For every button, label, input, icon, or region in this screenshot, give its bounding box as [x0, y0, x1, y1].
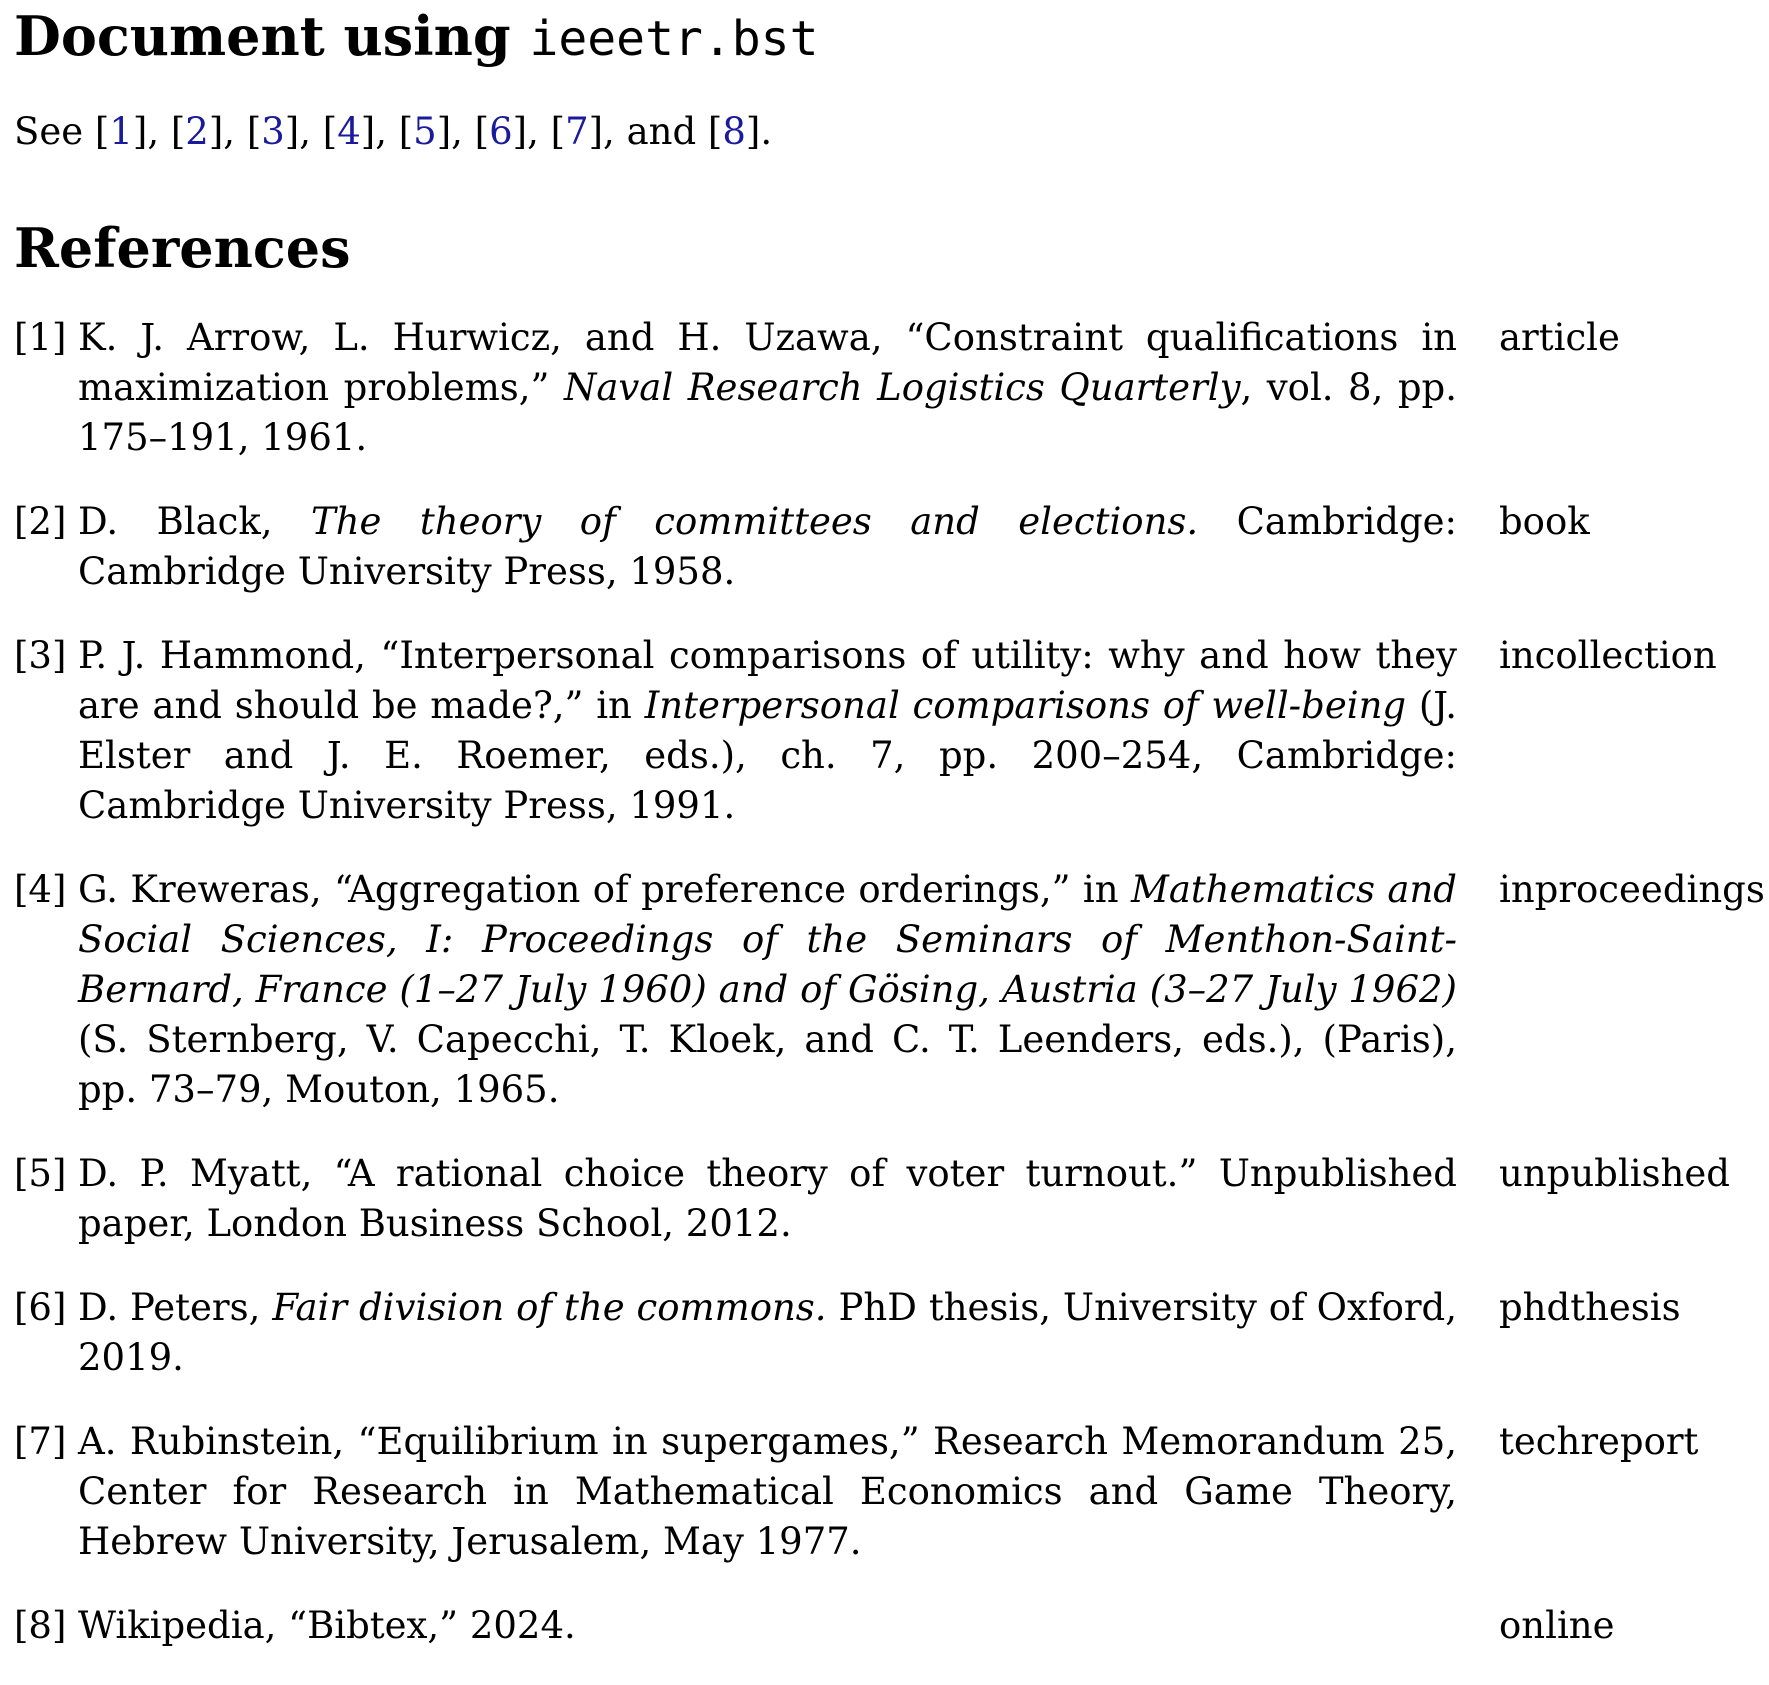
citation-link-5[interactable]: 5 — [413, 110, 437, 153]
citation-bracket: ] — [284, 110, 300, 153]
reference-part: (J. Elster and J. E. Roemer, eds.), ch. 7, pp. 200–254, Cambridge: Cambridge University Press, 1991. — [78, 684, 1457, 827]
document-page — [14, 0, 1765, 1685]
reference-type: incollection — [1499, 634, 1717, 677]
citation-bracket: [ — [322, 110, 338, 153]
reference-label: [7] — [14, 1420, 67, 1463]
separator: , — [375, 110, 399, 153]
reference-text — [78, 1283, 1457, 1383]
reference-text — [78, 1417, 1457, 1567]
reference-italic-part: Mathematics and Social Sciences, I: Proceedings of the Seminars of Menthon-Saint-Bernard, France (1–27 July 1960) and of Gösing, Austria (3–27 July 1962) — [78, 868, 1457, 1011]
reference-part: Cambridge: Cambridge University Press, 1958. — [78, 500, 1458, 593]
reference-entry — [14, 1149, 1754, 1249]
citation-bracket: ] — [360, 110, 376, 153]
citation-bracket: [ — [474, 110, 490, 153]
reference-text — [78, 313, 1457, 463]
reference-part: K. J. Arrow, L. Hurwicz, and H. Uzawa, “Constraint qualifications in maximization problems,” — [78, 316, 1457, 409]
citation-link-7[interactable]: 7 — [565, 110, 589, 153]
reference-italic-part: The theory of committees and elections. — [311, 500, 1199, 543]
citation-link-4[interactable]: 4 — [337, 110, 361, 153]
title-filename: ieeetr.bst — [529, 11, 819, 67]
reference-italic-part: Naval Research Logistics Quarterly — [563, 366, 1241, 409]
reference-entry — [14, 313, 1754, 463]
reference-entry — [14, 497, 1754, 597]
citation-link-8[interactable]: 8 — [722, 110, 746, 153]
reference-part: P. J. Hammond, “Interpersonal comparisons of utility: why and how they are and should be made?,” in — [78, 634, 1457, 727]
reference-text — [78, 1601, 1457, 1651]
reference-text — [78, 497, 1457, 597]
citation-bracket: [ — [170, 110, 186, 153]
reference-type: article — [1499, 316, 1620, 359]
reference-entry — [14, 631, 1754, 831]
citation-bracket: ] — [436, 110, 452, 153]
reference-entry — [14, 1283, 1754, 1383]
reference-text — [78, 631, 1457, 831]
citation-bracket: [ — [398, 110, 414, 153]
reference-part: D. Peters, — [78, 1286, 273, 1329]
reference-part: , vol. 8, pp. 175–191, 1961. — [78, 366, 1457, 459]
reference-italic-part: Fair division of the commons. — [272, 1286, 827, 1329]
separator: , — [527, 110, 551, 153]
reference-label: [6] — [14, 1286, 67, 1329]
reference-label: [8] — [14, 1604, 67, 1647]
reference-label: [2] — [14, 500, 67, 543]
reference-label: [3] — [14, 634, 67, 677]
reference-part: A. Rubinstein, “Equilibrium in supergames,” Research Memorandum 25, Center for Research in Mathematical Economics and Game Theory, Hebrew University, Jerusalem, May 1977. — [78, 1420, 1457, 1563]
reference-part: Wikipedia, “Bibtex,” 2024. — [78, 1604, 576, 1647]
citation-link-2[interactable]: 2 — [185, 110, 209, 153]
reference-part: G. Kreweras, “Aggregation of preference orderings,” in — [78, 868, 1131, 911]
reference-label: [4] — [14, 868, 67, 911]
citation-link-6[interactable]: 6 — [489, 110, 513, 153]
citation-bracket: [ — [707, 110, 723, 153]
reference-text — [78, 1149, 1457, 1249]
citation-bracket: [ — [246, 110, 262, 153]
separator: , — [223, 110, 247, 153]
reference-part: PhD thesis, University of Oxford, 2019. — [78, 1286, 1457, 1379]
citation-link-1[interactable]: 1 — [109, 110, 133, 153]
citation-link-3[interactable]: 3 — [261, 110, 285, 153]
reference-type: book — [1499, 500, 1590, 543]
citation-bracket: ] — [512, 110, 528, 153]
intro-end: . — [760, 110, 773, 153]
citation-bracket: [ — [94, 110, 110, 153]
separator: , — [147, 110, 171, 153]
reference-part: D. Black, — [78, 500, 312, 543]
separator: , — [299, 110, 323, 153]
reference-entry — [14, 865, 1765, 1115]
title-prefix: Document using — [14, 4, 530, 68]
citation-bracket: ] — [745, 110, 761, 153]
references-heading: References — [14, 216, 351, 280]
reference-entry — [14, 1601, 1754, 1651]
document-title — [14, 0, 1754, 68]
intro-paragraph — [14, 107, 1754, 157]
reference-type: unpublished — [1499, 1152, 1730, 1195]
reference-type: online — [1499, 1604, 1615, 1647]
reference-list — [14, 313, 1765, 1651]
reference-entry — [14, 1417, 1754, 1567]
citation-bracket: ] — [132, 110, 148, 153]
separator: , and — [603, 110, 708, 153]
reference-label: [1] — [14, 316, 67, 359]
reference-type: techreport — [1499, 1420, 1699, 1463]
reference-part: D. P. Myatt, “A rational choice theory of voter turnout.” Unpublished paper, London Business School, 2012. — [78, 1152, 1457, 1245]
separator: , — [451, 110, 475, 153]
reference-label: [5] — [14, 1152, 67, 1195]
citation-bracket: ] — [588, 110, 604, 153]
citation-bracket: [ — [550, 110, 566, 153]
reference-type: inproceedings — [1499, 868, 1765, 911]
reference-italic-part: Interpersonal comparisons of well-being — [644, 684, 1407, 727]
reference-part: (S. Sternberg, V. Capecchi, T. Kloek, and C. T. Leenders, eds.), (Paris), pp. 73–79, Mouton, 1965. — [78, 1018, 1457, 1111]
reference-type: phdthesis — [1499, 1286, 1681, 1329]
citation-bracket: ] — [208, 110, 224, 153]
intro-see-text: See — [14, 110, 95, 153]
reference-text — [78, 865, 1457, 1115]
